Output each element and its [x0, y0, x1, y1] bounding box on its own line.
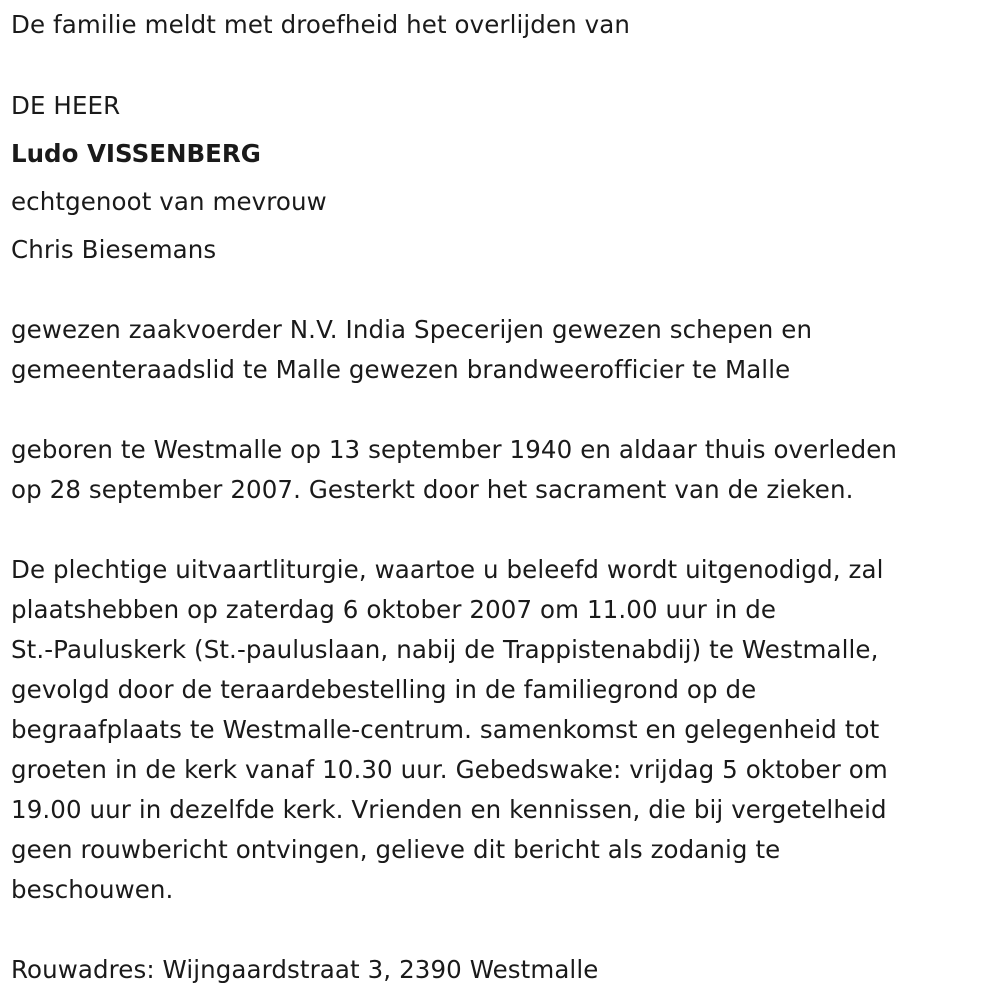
deceased-name: Ludo VISSENBERG [11, 139, 261, 168]
life-line: geboren te Westmalle op 13 september 1940 en aldaar thuis overleden [11, 435, 898, 464]
funeral-line: De plechtige uitvaartliturgie, waartoe u beleefd wordt uitgenodigd, zal [11, 555, 884, 584]
funeral-line: 19.00 uur in dezelfde kerk. Vrienden en kennissen, die bij vergetelheid [11, 795, 887, 824]
funeral-line: plaatshebben op zaterdag 6 oktober 2007 om 11.00 uur in de [11, 595, 777, 624]
mourning-address: Rouwadres: Wijngaardstraat 3, 2390 Westmalle [11, 955, 599, 984]
funeral-line: gevolgd door de teraardebestelling in de familiegrond op de [11, 675, 757, 704]
salutation: DE HEER [11, 91, 121, 120]
spouse-line: echtgenoot van mevrouw [11, 187, 327, 216]
intro-text: De familie meldt met droefheid het overlijden van [11, 10, 630, 39]
career-line: gewezen zaakvoerder N.V. India Specerijen gewezen schepen en [11, 315, 813, 344]
life-line: op 28 september 2007. Gesterkt door het sacrament van de zieken. [11, 475, 854, 504]
funeral-line: geen rouwbericht ontvingen, gelieve dit bericht als zodanig te [11, 835, 781, 864]
career-line: gemeenteraadslid te Malle gewezen brandweerofficier te Malle [11, 355, 791, 384]
funeral-line: St.-Pauluskerk (St.-pauluslaan, nabij de Trappistenabdij) te Westmalle, [11, 635, 879, 664]
spouse-name: Chris Biesemans [11, 235, 217, 264]
funeral-line: beschouwen. [11, 875, 174, 904]
funeral-line: groeten in de kerk vanaf 10.30 uur. Gebedswake: vrijdag 5 oktober om [11, 755, 888, 784]
funeral-line: begraafplaats te Westmalle-centrum. samenkomst en gelegenheid tot [11, 715, 880, 744]
